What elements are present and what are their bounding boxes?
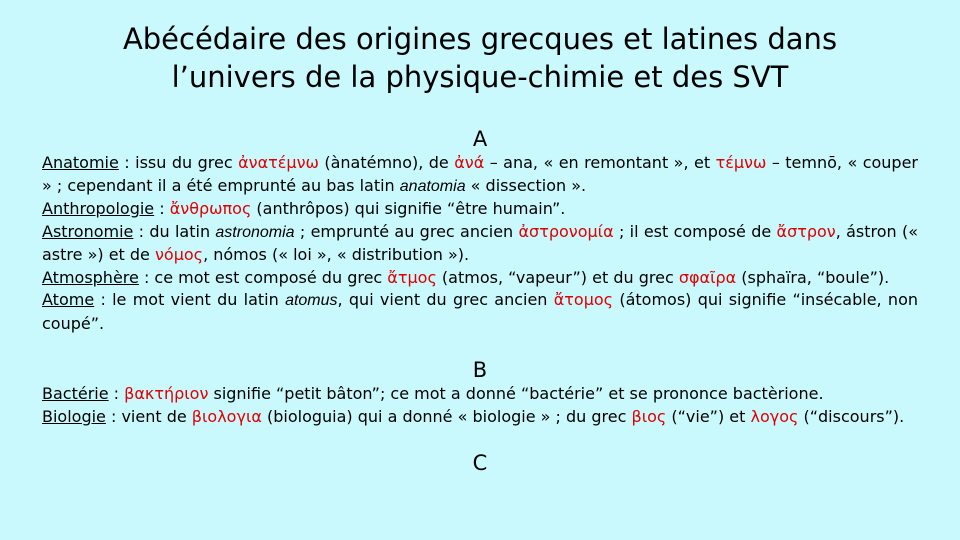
entry-term: Atmosphère: [42, 267, 139, 287]
section-letter: C: [472, 451, 488, 475]
entry-text: signifie “petit bâton”; ce mot a donné “bactérie” et se prononce bactèrione.: [208, 384, 824, 403]
entry-text: (sphaïra, “boule”).: [736, 267, 890, 287]
glossary-entry: [42, 152, 918, 198]
entry-text: (ànatémno), de: [318, 153, 455, 172]
greek-word: ἀνατέμνω: [238, 153, 319, 172]
entry-text: , qui vient du grec ancien: [337, 290, 554, 309]
page-title: [40, 20, 920, 96]
greek-word: ἀστρονομία: [518, 221, 614, 241]
entry-text: ; emprunté au grec ancien: [294, 221, 519, 241]
greek-word: λογος: [750, 406, 799, 426]
entry-text: « dissection ».: [465, 175, 587, 195]
entry-text: : ce mot est composé du grec: [138, 267, 388, 287]
section-letter: B: [472, 358, 488, 382]
section-spacer: [42, 335, 918, 357]
entry-text: , ástron (« astre ») et de: [42, 221, 919, 264]
entry-text: – temnō, « couper » ; cependant il a été emprunté au bas latin: [42, 153, 919, 195]
greek-word: τέμνω: [715, 153, 767, 172]
entry-term: Biologie: [42, 406, 106, 426]
entry-text: – ana, « en remontant », et: [484, 153, 716, 172]
section-spacer: [42, 428, 918, 450]
entry-text: (“discours”).: [798, 406, 905, 426]
glossary-entry: [42, 267, 918, 290]
entry-text: :: [108, 384, 125, 403]
entry-term: Astronomie: [42, 221, 134, 241]
greek-word: ἄστρον: [776, 221, 836, 241]
title-line-2: l’univers de la physique-chimie et des SVT: [171, 60, 789, 94]
greek-word: σφαῖρα: [678, 267, 737, 287]
latin-word: atomus: [285, 292, 338, 309]
greek-word: ἄνθρωπος: [169, 199, 252, 218]
entry-text: (biologuia) qui a donné « biologie » ; du grec: [261, 406, 632, 426]
greek-word: ἄτομος: [553, 290, 614, 309]
entry-term: Anatomie: [42, 153, 119, 172]
glossary-entry: [42, 289, 918, 335]
entry-text: : issu du grec: [118, 153, 239, 172]
entry-text: (anthrôpos) qui signifie “être humain”.: [251, 199, 566, 218]
entry-text: , nómos (« loi », « distribution »).: [203, 245, 470, 264]
greek-word: βιος: [631, 406, 667, 426]
entry-term: Anthropologie: [42, 199, 155, 218]
latin-word: astronomia: [215, 223, 295, 241]
greek-word: βακτήριον: [124, 384, 209, 403]
entry-text: : vient de: [105, 406, 192, 426]
entry-text: : le mot vient du latin: [94, 290, 286, 309]
entry-text: ; il est composé de: [613, 221, 777, 241]
entry-term: Bactérie: [42, 384, 109, 403]
entry-text: :: [154, 199, 170, 218]
greek-word: βιολογια: [191, 406, 262, 426]
entry-text: (atmos, “vapeur”) et du grec: [436, 267, 679, 287]
entry-text: (“vie”) et: [666, 406, 751, 426]
glossary-entry: [42, 406, 918, 429]
entry-text: : du latin: [133, 221, 216, 241]
entry-term: Atome: [42, 290, 95, 309]
greek-word: ἀνά: [454, 153, 485, 172]
glossary-entry: [42, 221, 918, 267]
entry-text: (átomos) qui signifie “insécable, non coupé”.: [42, 290, 918, 333]
glossary-entry: [42, 198, 918, 221]
glossary-entry: [42, 383, 918, 406]
glossary-content: [42, 126, 918, 476]
greek-word: νόμος: [154, 245, 204, 264]
section-letter: A: [472, 127, 488, 151]
latin-word: anatomia: [399, 177, 466, 195]
title-line-1: Abécédaire des origines grecques et latines dans: [122, 22, 838, 56]
greek-word: ἄτμος: [387, 267, 437, 287]
